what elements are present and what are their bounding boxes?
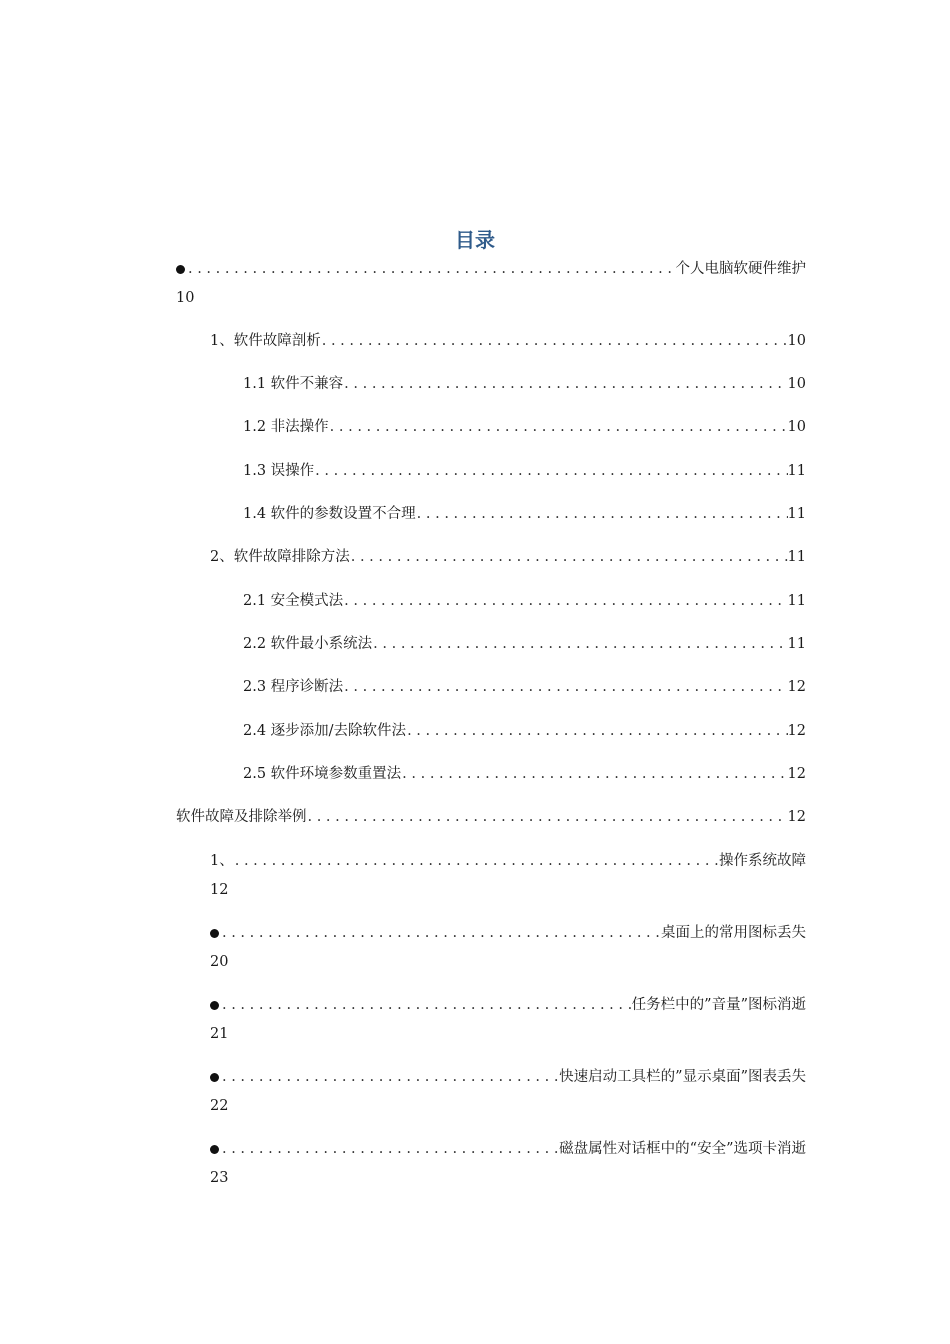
bullet-icon bbox=[210, 1140, 221, 1158]
toc-entry[interactable] bbox=[243, 592, 806, 610]
dot-leader bbox=[307, 808, 788, 826]
dot-leader bbox=[372, 635, 787, 653]
toc-page-number: 10 bbox=[787, 419, 806, 435]
toc-page-number: 11 bbox=[787, 463, 806, 479]
toc-entry-text: 磁盘属性对话框中的“安全”选项卡消逝 bbox=[559, 1141, 806, 1157]
dot-leader bbox=[314, 462, 787, 480]
toc-page-number: 12 bbox=[787, 766, 806, 782]
toc-entry[interactable] bbox=[243, 722, 806, 740]
toc-entry[interactable] bbox=[210, 996, 806, 1043]
toc-page-number: 12 bbox=[787, 723, 806, 739]
toc-page-number: 21 bbox=[210, 1026, 229, 1042]
toc-entry-text: 2.4 逐步添加/去除软件法 bbox=[243, 723, 407, 739]
toc-page-number: 10 bbox=[176, 290, 195, 306]
dot-leader bbox=[221, 924, 661, 942]
toc-entry-text: 1.3 误操作 bbox=[243, 463, 315, 479]
bullet-icon bbox=[210, 1068, 221, 1086]
toc-entry[interactable] bbox=[243, 375, 806, 393]
toc-entry[interactable] bbox=[210, 332, 806, 350]
toc-entry-text: 2.2 软件最小系统法 bbox=[243, 636, 373, 652]
dot-leader bbox=[221, 996, 632, 1014]
dot-leader bbox=[234, 852, 719, 870]
dot-leader bbox=[321, 332, 788, 350]
toc-page-number: 11 bbox=[787, 549, 806, 565]
toc-page-number: 11 bbox=[787, 593, 806, 609]
dot-leader bbox=[343, 375, 787, 393]
toc-entry-text: 软件故障及排除举例 bbox=[176, 809, 307, 825]
toc-entry-text: 1、 bbox=[210, 853, 234, 869]
dot-leader bbox=[221, 1068, 559, 1086]
toc-page-number: 12 bbox=[787, 809, 806, 825]
toc-entry[interactable] bbox=[243, 505, 806, 523]
toc-entry-text: 桌面上的常用图标丢失 bbox=[661, 925, 806, 941]
toc-entry[interactable] bbox=[243, 678, 806, 696]
toc-entry[interactable] bbox=[243, 418, 806, 436]
toc-page-number: 12 bbox=[787, 679, 806, 695]
toc-page-number: 22 bbox=[210, 1098, 229, 1114]
toc-page-number: 12 bbox=[210, 882, 229, 898]
toc-page-number: 11 bbox=[787, 506, 806, 522]
toc-entry[interactable] bbox=[210, 924, 806, 971]
toc-entry-text: 1.4 软件的参数设置不合理 bbox=[243, 506, 416, 522]
toc-entry-text: 个人电脑软硬件维护 bbox=[675, 261, 806, 277]
toc-page-number: 11 bbox=[787, 636, 806, 652]
toc-page-number: 20 bbox=[210, 954, 229, 970]
toc-entry[interactable] bbox=[243, 635, 806, 653]
dot-leader bbox=[343, 678, 787, 696]
toc-entry-text: 2.5 软件环境参数重置法 bbox=[243, 766, 402, 782]
toc-entry[interactable] bbox=[210, 1140, 806, 1187]
toc-entry-text: 任务栏中的”音量”图标消逝 bbox=[631, 997, 806, 1013]
bullet-icon bbox=[210, 996, 221, 1014]
toc-entry[interactable] bbox=[243, 462, 806, 480]
toc-entry[interactable] bbox=[210, 1068, 806, 1115]
dot-leader bbox=[329, 418, 788, 436]
dot-leader bbox=[406, 722, 787, 740]
toc-page-number: 10 bbox=[787, 376, 806, 392]
toc-entry[interactable] bbox=[243, 765, 806, 783]
dot-leader bbox=[401, 765, 787, 783]
toc-entry[interactable] bbox=[210, 852, 806, 899]
toc-entry[interactable] bbox=[176, 808, 806, 826]
toc-entry-text: 1、软件故障剖析 bbox=[210, 333, 321, 349]
toc-entry[interactable] bbox=[210, 548, 806, 566]
toc-page-number: 23 bbox=[210, 1170, 229, 1186]
dot-leader bbox=[416, 505, 788, 523]
toc-entry-text: 1.2 非法操作 bbox=[243, 419, 329, 435]
dot-leader bbox=[343, 592, 787, 610]
dot-leader bbox=[221, 1140, 559, 1158]
toc-entry-text: 快速启动工具栏的”显示桌面”图表丢失 bbox=[559, 1069, 806, 1085]
dot-leader bbox=[187, 260, 676, 278]
toc-entry-text: 2、软件故障排除方法 bbox=[210, 549, 350, 565]
bullet-icon bbox=[176, 260, 187, 278]
toc-entry-text: 2.1 安全模式法 bbox=[243, 593, 344, 609]
toc-entry-text: 操作系统故障 bbox=[719, 853, 806, 869]
dot-leader bbox=[350, 548, 788, 566]
toc-entry-text: 2.3 程序诊断法 bbox=[243, 679, 344, 695]
toc-title: 目录 bbox=[455, 228, 495, 252]
toc-page-number: 10 bbox=[787, 333, 806, 349]
bullet-icon bbox=[210, 924, 221, 942]
toc-entry[interactable] bbox=[176, 260, 806, 307]
toc-entry-text: 1.1 软件不兼容 bbox=[243, 376, 344, 392]
